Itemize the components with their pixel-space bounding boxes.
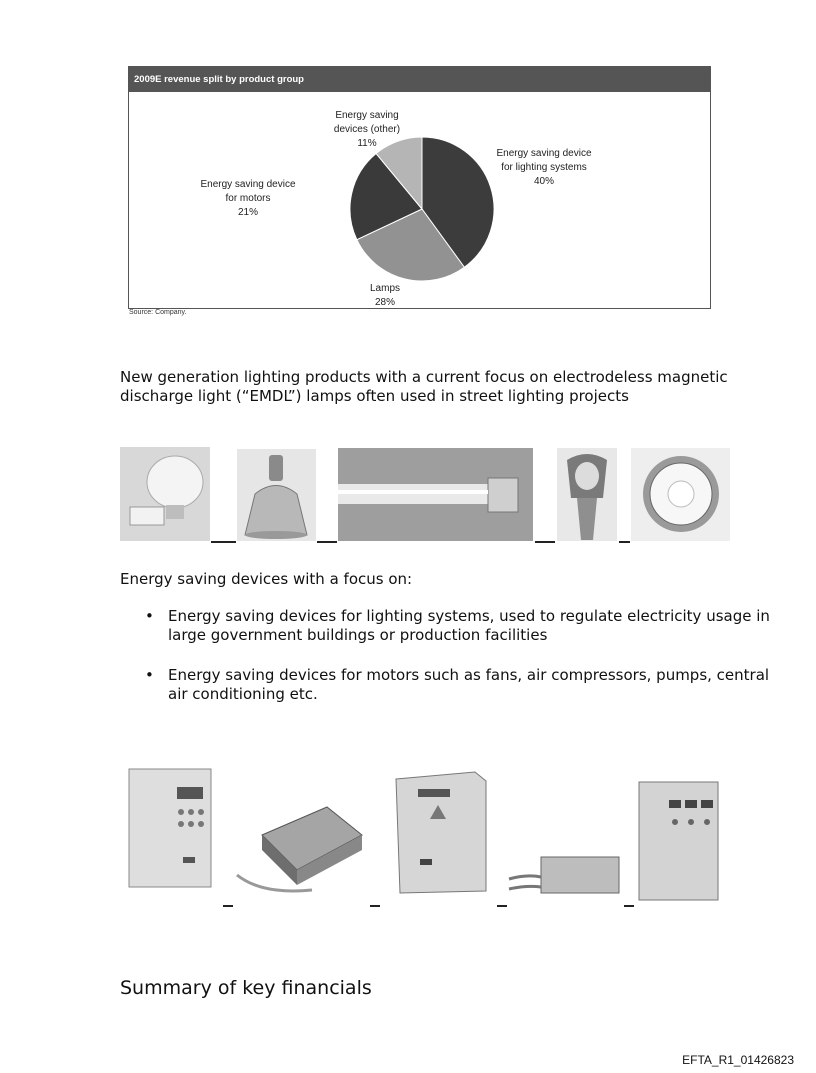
document-id: EFTA_R1_01426823 <box>682 1053 794 1067</box>
separator-dash <box>497 905 507 907</box>
panel-cabinet-photo <box>635 778 722 904</box>
round-lamp-photo <box>631 448 730 541</box>
separator-dash <box>535 541 555 543</box>
chart-source: Source: Company. <box>129 309 187 316</box>
bullet-icon: • <box>145 666 154 684</box>
small-saver-box-photo <box>507 849 624 904</box>
pie-label-2: Energy saving device for motors 21% <box>200 179 296 218</box>
pie-chart-svg <box>129 67 710 308</box>
pie-label-0: Energy saving device for lighting systems 40% <box>496 148 592 187</box>
tube-lamp-photo <box>338 448 533 541</box>
lighting-products-text: New generation lighting products with a current focus on electrodeless magnetic discharge light (“EMDL”) lamps often used in street lighting projects <box>120 368 728 405</box>
outdoor-cabinet-photo <box>390 769 488 895</box>
list-item: • Energy saving devices for motors such as fans, air compressors, pumps, central air conditioning etc. <box>145 666 770 703</box>
control-cabinet-photo <box>125 767 215 891</box>
revenue-split-chart <box>128 66 711 309</box>
separator-dash <box>370 905 380 907</box>
pie-label-1: Lamps 28% <box>369 283 401 308</box>
separator-dash <box>211 541 236 543</box>
pie-label-3: Energy saving devices (other) 11% <box>333 110 401 149</box>
energy-saver-box-photo <box>232 795 365 905</box>
separator-dash <box>619 541 630 543</box>
separator-dash <box>624 905 634 907</box>
separator-dash <box>317 541 337 543</box>
chart-title: 2009E revenue split by product group <box>129 67 710 92</box>
section-heading: Summary of key financials <box>120 977 372 999</box>
separator-dash <box>223 905 233 907</box>
bulb-photo <box>120 447 210 541</box>
devices-bullet-list <box>145 607 785 725</box>
highbay-lamp-photo <box>237 449 316 541</box>
street-lamp-photo <box>557 448 617 541</box>
devices-intro-text: Energy saving devices with a focus on: <box>120 570 413 588</box>
list-item: • Energy saving devices for lighting systems, used to regulate electricity usage in large government buildings or production facilities <box>145 607 770 644</box>
bullet-icon: • <box>145 607 154 625</box>
